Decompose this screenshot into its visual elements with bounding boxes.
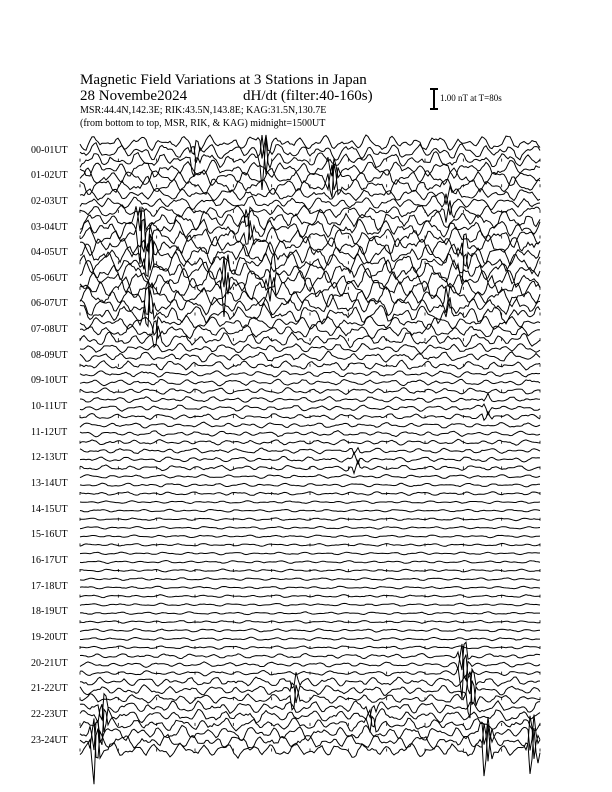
trace-kag-hour-10 bbox=[80, 393, 540, 402]
trace-kag-hour-23 bbox=[80, 715, 540, 751]
hour-label: 01-02UT bbox=[31, 170, 68, 182]
trace-rik-hour-8 bbox=[80, 351, 540, 362]
station-order-note: (from bottom to top, MSR, RIK, & KAG) midnight=1500UT bbox=[80, 118, 326, 129]
chart-date: 28 Novembe2024 bbox=[80, 88, 188, 104]
chart-title: Magnetic Field Variations at 3 Stations in Japan bbox=[80, 72, 367, 88]
trace-rik-hour-16 bbox=[80, 561, 540, 564]
trace-rik-hour-0 bbox=[80, 135, 540, 174]
trace-kag-hour-15 bbox=[80, 527, 540, 530]
trace-rik-hour-10 bbox=[80, 404, 540, 415]
hour-label: 15-16UT bbox=[31, 529, 68, 541]
hour-label: 16-17UT bbox=[31, 554, 68, 566]
station-coordinates: MSR:44.4N,142.3E; RIK:43.5N,143.8E; KAG:31.5N,130.7E bbox=[80, 105, 327, 116]
trace-kag-hour-9 bbox=[80, 371, 540, 377]
hour-label: 10-11UT bbox=[31, 401, 68, 413]
trace-rik-hour-17 bbox=[80, 586, 540, 589]
hour-label: 23-24UT bbox=[31, 734, 68, 746]
hour-label: 19-20UT bbox=[31, 631, 68, 643]
trace-kag-hour-13 bbox=[80, 475, 540, 479]
hour-label: 20-21UT bbox=[31, 657, 68, 669]
hour-label: 03-04UT bbox=[31, 221, 68, 233]
trace-kag-hour-7 bbox=[80, 315, 540, 335]
trace-rik-hour-19 bbox=[80, 637, 540, 641]
trace-kag-hour-0 bbox=[80, 135, 540, 159]
hour-label: 21-22UT bbox=[31, 683, 68, 695]
hour-label: 04-05UT bbox=[31, 247, 68, 259]
trace-kag-hour-17 bbox=[80, 578, 540, 581]
trace-rik-hour-14 bbox=[80, 509, 540, 512]
hour-label: 22-23UT bbox=[31, 708, 68, 720]
trace-kag-hour-16 bbox=[80, 552, 540, 555]
trace-rik-hour-12 bbox=[80, 453, 540, 464]
trace-kag-hour-19 bbox=[80, 629, 540, 632]
trace-kag-hour-11 bbox=[80, 422, 540, 428]
hour-label: 14-15UT bbox=[31, 503, 68, 515]
hour-label: 08-09UT bbox=[31, 349, 68, 361]
scale-bar bbox=[430, 88, 438, 110]
hour-label: 00-01UT bbox=[31, 144, 68, 156]
hour-label: 05-06UT bbox=[31, 272, 68, 284]
hour-label: 09-10UT bbox=[31, 375, 68, 387]
hour-label: 11-12UT bbox=[31, 426, 68, 438]
chart-quantity: dH/dt (filter:40-160s) bbox=[243, 88, 373, 104]
scale-label: 1.00 nT at T=80s bbox=[440, 93, 502, 103]
trace-kag-hour-14 bbox=[80, 501, 540, 504]
trace-rik-hour-18 bbox=[80, 612, 540, 615]
trace-msr-hour-0 bbox=[80, 138, 540, 190]
hour-label: 12-13UT bbox=[31, 452, 68, 464]
hour-label: 02-03UT bbox=[31, 195, 68, 207]
trace-rik-hour-15 bbox=[80, 535, 540, 538]
trace-kag-hour-12 bbox=[80, 448, 540, 454]
trace-rik-hour-20 bbox=[80, 644, 540, 680]
trace-rik-hour-13 bbox=[80, 483, 540, 487]
trace-kag-hour-18 bbox=[80, 603, 540, 606]
hour-label: 07-08UT bbox=[31, 324, 68, 336]
trace-rik-hour-9 bbox=[80, 379, 540, 386]
trace-rik-hour-11 bbox=[80, 431, 540, 437]
hour-label: 18-19UT bbox=[31, 606, 68, 618]
hour-label: 06-07UT bbox=[31, 298, 68, 310]
hour-label: 17-18UT bbox=[31, 580, 68, 592]
hour-label: 13-14UT bbox=[31, 478, 68, 489]
